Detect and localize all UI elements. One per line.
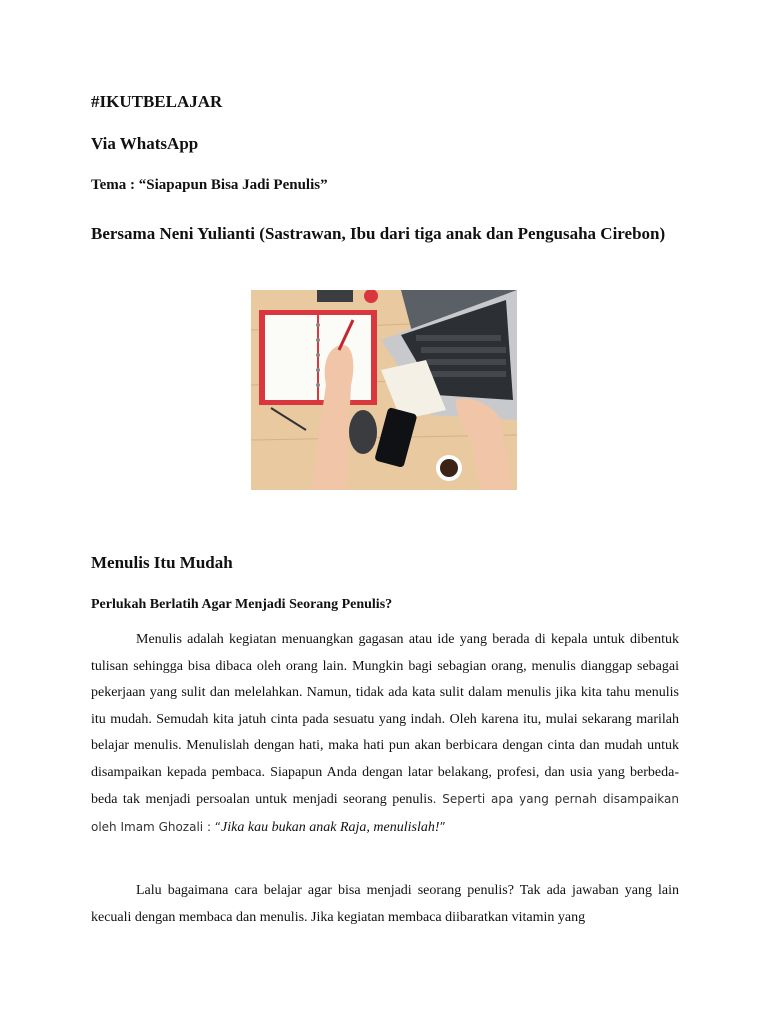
paragraph-1-main: Menulis adalah kegiatan menuangkan gagasan atau ide yang berada di kepala untuk dibentuk tulisan sehingga bisa dibaca oleh orang lain. Mungkin bagi sebagian orang, menulis dianggap sebagai pekerjaan yang sulit dan melelahkan. Namun, tidak ada kata sulit dalam menulis jika kita tahu menulis itu mudah. Semudah kita jatuh cinta pada sesuatu yang indah. Oleh karena itu, mulai sekarang marilah belajar menulis. Menulislah dengan hati, maka hati pun akan berbicara dengan cinta dan mudah untuk disampaikan kepada pembaca. Siapapun Anda dengan latar belakang, profesi, dan usia yang berbeda-beda tak menjadi persoalan untuk menjadi seorang penulis xyxy=(91,632,679,807)
tema-heading: Tema : “Siapapun Bisa Jadi Penulis” xyxy=(91,177,328,193)
hashtag-heading: #IKUTBELAJAR xyxy=(91,92,223,111)
speaker-heading: Bersama Neni Yulianti (Sastrawan, Ibu dari tiga anak dan Pengusaha Cirebon) xyxy=(91,224,666,243)
desk-photo xyxy=(251,290,517,490)
via-heading: Via WhatsApp xyxy=(91,134,199,153)
section-title: Menulis Itu Mudah xyxy=(91,553,233,572)
laptop-notebook-desk-photo-icon xyxy=(251,290,517,490)
quote-end: ” xyxy=(439,819,446,834)
paragraph-2: Lalu bagaimana cara belajar agar bisa menjadi seorang penulis? Tak ada jawaban yang lain kecuali dengan membaca dan menulis. Jika kegiatan membaca diibaratkan vitamin yang xyxy=(91,883,679,925)
paragraph-1 xyxy=(91,627,679,841)
quote-text: Jika kau bukan anak Raja, menulislah! xyxy=(221,819,440,835)
subheading: Perlukah Berlatih Agar Menjadi Seorang Penulis? xyxy=(91,597,393,612)
quote-intro: . Seperti apa yang pernah disampaikan oleh Imam Ghozali : “ xyxy=(91,792,679,834)
